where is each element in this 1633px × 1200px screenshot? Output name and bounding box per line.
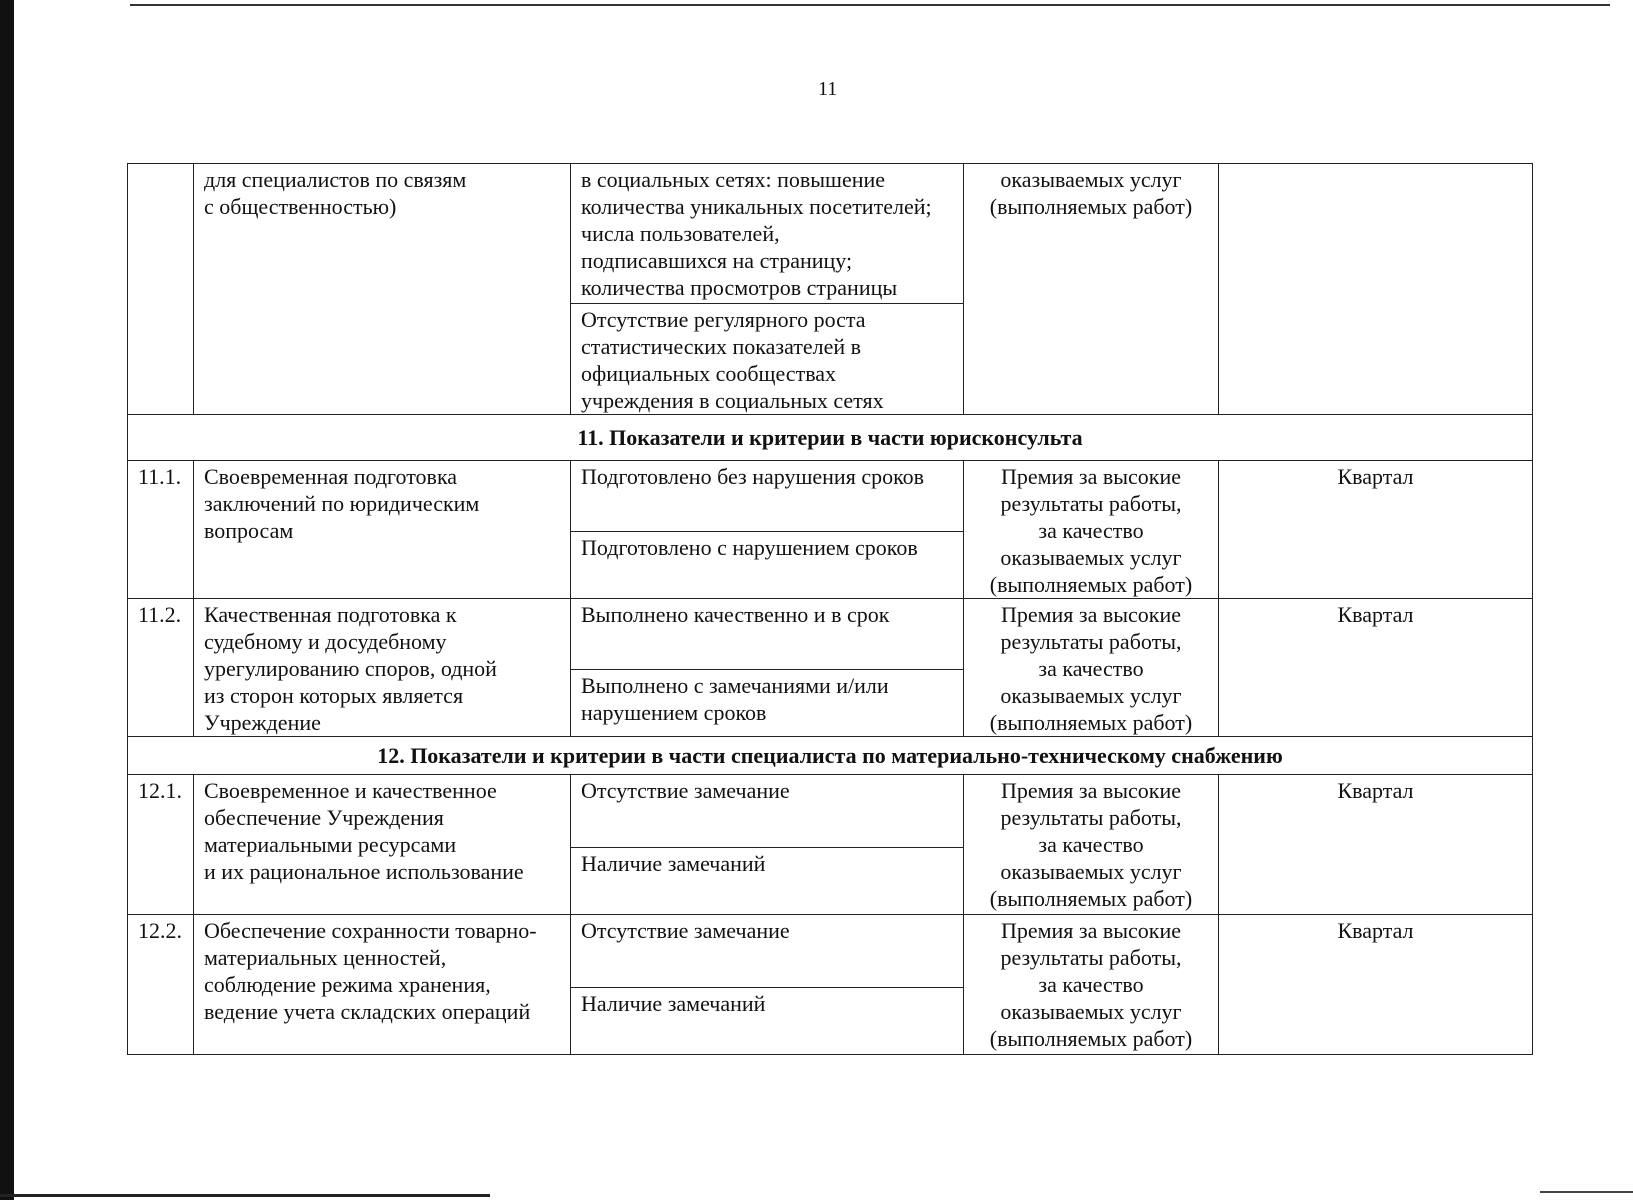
page-number: 11: [818, 78, 838, 100]
indicator-item: Наличие замечаний: [571, 987, 963, 1017]
table-row: [128, 164, 1533, 415]
indicators-cell: [571, 461, 964, 599]
indicators-cell: [571, 599, 964, 737]
indicator-item: Наличие замечаний: [571, 847, 963, 877]
scan-top-line: [130, 4, 1610, 6]
row-number: 12.1.: [128, 775, 194, 915]
period-cell: Квартал: [1219, 599, 1533, 737]
criterion-cell: Своевременная подготовка заключений по юридическим вопросам: [194, 461, 571, 599]
period-cell: Квартал: [1219, 461, 1533, 599]
criterion-cell: для специалистов по связям с общественностью): [194, 164, 571, 415]
payment-type-cell: Премия за высокие результаты работы, за качество оказываемых услуг (выполняемых работ): [964, 599, 1219, 737]
indicators-cell: [571, 775, 964, 915]
criteria-table: [127, 163, 1533, 1055]
criterion-cell: Качественная подготовка к судебному и досудебному урегулированию споров, одной из сторон которых является Учреждение: [194, 599, 571, 737]
indicator-item: Подготовлено с нарушением сроков: [571, 531, 963, 561]
row-number: 12.2.: [128, 915, 194, 1055]
table-row: [128, 599, 1533, 737]
payment-type-cell: Премия за высокие результаты работы, за качество оказываемых услуг (выполняемых работ): [964, 915, 1219, 1055]
indicator-item: Отсутствие замечание: [581, 918, 790, 943]
payment-type-cell: Премия за высокие результаты работы, за качество оказываемых услуг (выполняемых работ): [964, 775, 1219, 915]
indicator-item: Отсутствие регулярного роста статистических показателей в официальных сообществах учреждения в социальных сетях: [571, 303, 963, 414]
payment-type-cell: оказываемых услуг (выполняемых работ): [964, 164, 1219, 415]
period-cell: Квартал: [1219, 915, 1533, 1055]
section-title: 12. Показатели и критерии в части специалиста по материально-техническому снабжению: [128, 737, 1533, 775]
indicator-item: в социальных сетях: повышение количества уникальных посетителей; числа пользователей, подписавшихся на страницу; количества просмотров страницы: [581, 167, 932, 300]
row-number: 11.1.: [128, 461, 194, 599]
indicator-item: Выполнено качественно и в срок: [581, 602, 890, 627]
section-heading-row: [128, 415, 1533, 461]
section-heading-row: [128, 737, 1533, 775]
table-row: [128, 915, 1533, 1055]
indicator-item: Подготовлено без нарушения сроков: [581, 464, 925, 489]
payment-type-cell: Премия за высокие результаты работы, за качество оказываемых услуг (выполняемых работ): [964, 461, 1219, 599]
criterion-cell: Обеспечение сохранности товарно- материальных ценностей, соблюдение режима хранения, ведение учета складских операций: [194, 915, 571, 1055]
table-row: [128, 775, 1533, 915]
table-row: [128, 461, 1533, 599]
period-cell: [1219, 164, 1533, 415]
row-number: 11.2.: [128, 599, 194, 737]
indicators-cell: [571, 915, 964, 1055]
scan-bottom-line: [1540, 1191, 1633, 1193]
indicator-item: Отсутствие замечание: [581, 778, 790, 803]
indicators-cell: [571, 164, 964, 415]
indicator-item: Выполнено с замечаниями и/или нарушением сроков: [571, 669, 963, 726]
criterion-cell: Своевременное и качественное обеспечение Учреждения материальными ресурсами и их рациональное использование: [194, 775, 571, 915]
scan-bottom-line: [0, 1194, 490, 1197]
section-title: 11. Показатели и критерии в части юрисконсульта: [128, 415, 1533, 461]
period-cell: Квартал: [1219, 775, 1533, 915]
scan-left-edge: [0, 0, 14, 1200]
row-number: [128, 164, 194, 415]
